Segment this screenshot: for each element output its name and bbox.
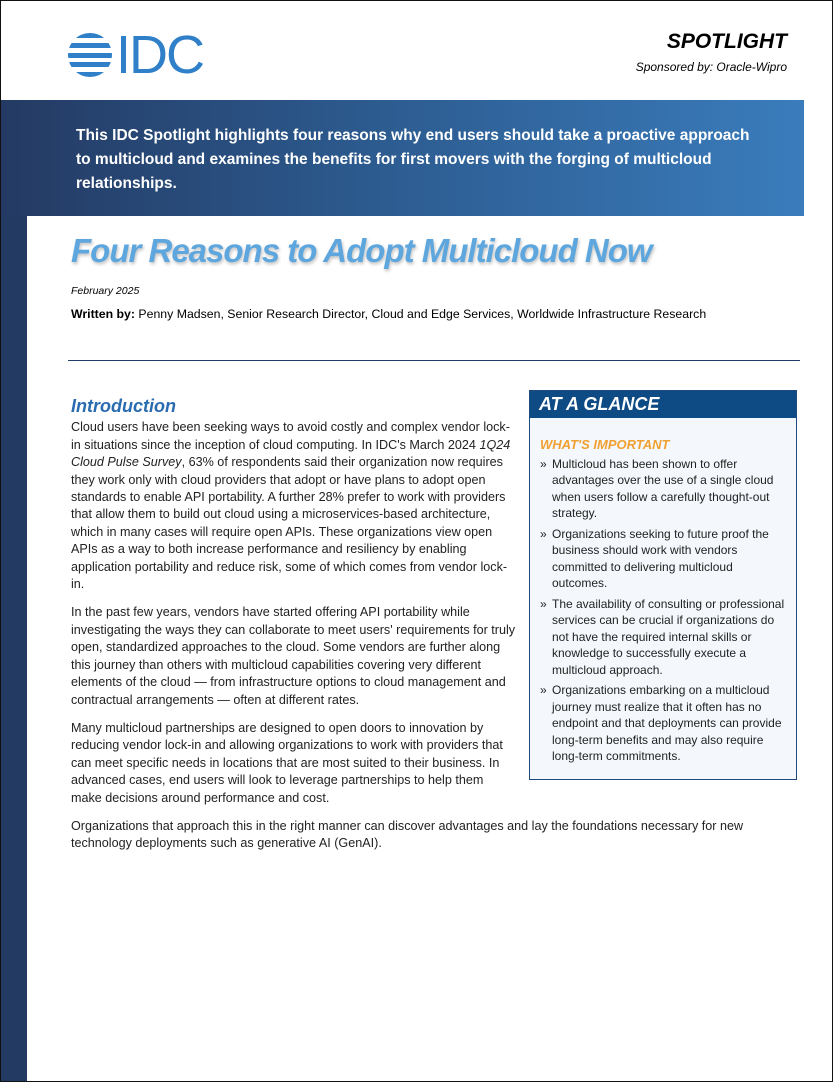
paragraph: Organizations that approach this in the right manner can discover advantages and lay the foundations necessary for new technology deployments such as generative AI (GenAI).	[71, 818, 744, 851]
glance-item	[540, 456, 786, 522]
sponsor: Sponsored by: Oracle-Wipro	[635, 60, 787, 74]
author-label: Written by:	[71, 307, 135, 321]
text: , 63% of respondents said their organization now requires they work only with cloud providers that adopt or have plans to adopt open standards to enable API portability. A further 28% prefer to work with providers that allow them to build out cloud using a microservices-based architecture, which in many cases will require open APIs. These organizations view open APIs as a way to both increase performance and resiliency by enabling application portability and reduce risk, some of which comes from vendor lock-in.	[71, 455, 508, 592]
glance-item-text: Multicloud has been shown to offer advantages over the use of a single cloud when users follow a carefully thought-out strategy.	[552, 456, 774, 521]
summary-banner	[0, 100, 804, 216]
glance-item	[540, 682, 786, 765]
logo-text: IDC	[116, 25, 203, 85]
idc-logo	[68, 25, 203, 85]
left-accent-bar	[0, 216, 27, 1082]
glance-subtitle: WHAT'S IMPORTANT	[540, 437, 670, 453]
author-value: Penny Madsen, Senior Research Director, Cloud and Edge Services, Worldwide Infrastructure Research	[135, 307, 707, 321]
bullet-icon: »	[540, 683, 547, 698]
text: Cloud users have been seeking ways to avoid costly and complex vendor lock-in situations since the inception of cloud computing. In IDC's March 2024	[71, 420, 510, 452]
banner-summary: This IDC Spotlight highlights four reasons why end users should take a proactive approach to multicloud and examines the benefits for first movers with the forging of multicloud relationships.	[76, 127, 750, 192]
spotlight-header	[636, 30, 787, 74]
main-content	[71, 394, 797, 864]
glance-item	[540, 526, 786, 592]
section-heading: Introduction	[71, 396, 176, 416]
divider	[68, 360, 800, 361]
bullet-icon: »	[540, 526, 547, 541]
glance-item	[540, 596, 786, 679]
bullet-icon: »	[540, 456, 547, 471]
glance-item-text: Organizations seeking to future proof the business should work with vendors committed to delivering multicloud outcomes.	[552, 526, 769, 591]
page-title: Four Reasons to Adopt Multicloud Now	[71, 232, 652, 269]
glance-item-text: The availability of consulting or professional services can be crucial if organizations do not have the required internal skills or knowledge to successfully execute a multicloud approach.	[552, 596, 785, 677]
bullet-icon: »	[540, 596, 547, 611]
glance-title: AT A GLANCE	[530, 391, 796, 418]
paragraph: Many multicloud partnerships are designed to open doors to innovation by reducing vendor lock-in and allowing organizations to work with providers that can meet specific needs in locations that are most suited to their business. In advanced cases, end users will look to leverage partnerships to help them make decisions around performance and cost.	[71, 720, 503, 805]
paragraph: In the past few years, vendors have started offering API portability while investigating the ways they can collaborate to meet users' requirements for truly open, standardized approaches to the cloud. Some vendors are further along this journey than others with multicloud capabilities covering very different elements of the cloud — from infrastructure options to cloud management and contractual arrangements — often at different rates.	[71, 605, 516, 707]
doc-type: SPOTLIGHT	[666, 30, 787, 53]
glance-item-text: Organizations embarking on a multicloud journey must realize that it often has no endpoint and that deployments can provide long-term benefits and may also require long-term commitments.	[552, 683, 782, 764]
publish-date: February 2025	[71, 285, 140, 297]
survey-name: 1Q24 Cloud Pulse Survey	[71, 437, 511, 470]
at-a-glance-box	[529, 390, 797, 780]
author-line	[71, 307, 706, 321]
glance-list	[530, 456, 796, 779]
globe-icon	[68, 33, 112, 77]
